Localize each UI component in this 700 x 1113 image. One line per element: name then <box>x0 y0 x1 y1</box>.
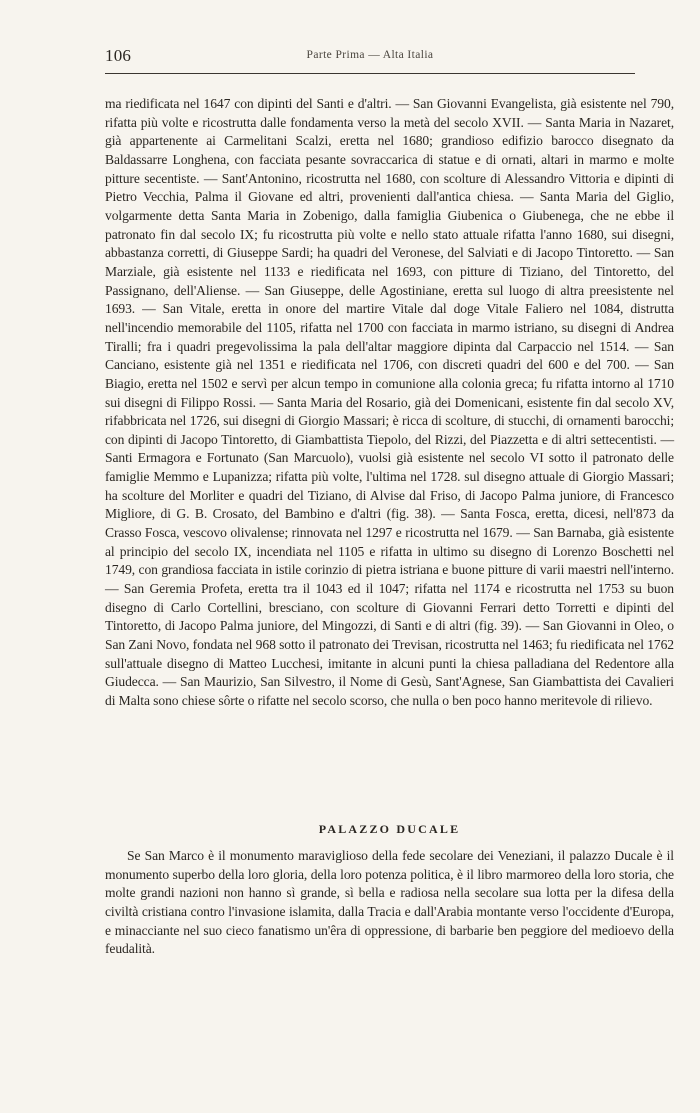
section-paragraph: Se San Marco è il monumento maraviglioso della fede secolare dei Veneziani, il palazzo Ducale è il monumento superbo della loro gloria, della loro potenza politica, è il libro marmoreo della loro storia, che molte grandi nazioni non hanno sì grande, sì bella e radiosa nella secolare sua lotta per la difesa della civiltà cristiana contro l'invasione islamita, dalla Tracia e dall'Arabia montante verso l'occidente d'Europa, e minacciante nel suo cieco fanatismo un'êra di oppressione, di barbarie ben peggiore del medioevo della feudalità. <box>105 848 674 957</box>
body-text <box>105 95 674 711</box>
section-heading: PALAZZO DUCALE <box>318 822 461 836</box>
page-header <box>105 46 635 76</box>
page-number: 106 <box>105 46 132 65</box>
running-title: Parte Prima — Alta Italia <box>306 49 434 61</box>
body-paragraph: ma riedificata nel 1647 con dipinti del Santi e d'altri. — San Giovanni Evangelista, già esistente nel 790, rifatta più volte e ricostrutta dalle fondamenta verso la metà del secolo XVII. — Santa Maria in Nazaret, già appartenente ai Carmelitani Scalzi, eretta nel 1680; grandioso edifizio barocco disegnato da Baldassarre Longhena, con facciata pesante sovraccarica di statue e di ornati, altari in marmo e molte pitture secentiste. — Sant'Antonino, ricostrutta nel 1680, con scolture di Alessandro Vittoria e dipinti di Pietro Vecchia, Palma il Giovane ed altri, provenienti dall'antica chiesa. — Santa Maria del Giglio, volgarmente detta Santa Maria in Zobenigo, dalla famiglia Giubenica o Giubenega, che ne ebbe il patronato fin dal secolo IX; fu ricostrutta più volte e nello stato attuale rifatta l'anno 1680, sui disegni, abbastanza corretti, di Giuseppe Sardi; ha quadri del Veronese, del Salviati e di Jacopo Tintoretto. — San Marziale, già esistente nel 1133 e riedificata nel 1693, con pitture di Tiziano, del Tintoretto, del Passignano, dell'Aliense. — San Giuseppe, delle Agostiniane, eretta sul luogo di altra preesistente nel 1693. — San Vitale, eretta in onore del martire Vitale dal doge Vitale Faliero nel 1084, distrutta nell'incendio memorabile del 1105, rifatta nel 1700 con facciata in marmo istriano, su disegni di Andrea Tiralli; fra i quadri pregevolissima la pala dell'altar maggiore dipinta dal Carpaccio nel 1514. — San Canciano, esistente già nel 1351 e riedificata nel 1706, con discreti quadri del 600 e del 700. — San Biagio, eretta nel 1502 e servì per alcun tempo in comunione alla colonia greca; fu rifatta intorno al 1710 sui disegni di Filippo Rossi. — Santa Maria del Rosario, già dei Domenicani, esistente fin dal secolo XV, rifabbricata nel 1726, sui disegni di Giorgio Massari; è ricca di scolture, di stucchi, di ornamenti barocchi; con dipinti di Jacopo Tintoretto, di Giambattista Tiepolo, del Rizzi, del Piazzetta e di altri settecentisti. — Santi Ermagora e Fortunato (San Marcuolo), vuolsi già esistente nel secolo VI sotto il patronato delle famiglie Memmo e Lupanizza; rifatta più volte, l'ultima nel 1728. sul disegno attuale di Giorgio Massari; ha scolture del Morliter e quadri del Tiziano, di Alvise dal Friso, di Jacopo Palma juniore, di Francesco Migliore, di G. B. Crosato, del Bambino e d'altri (fig. 38). — Santa Fosca, eretta, dicesi, nell'873 da Crasso Fosca, vescovo olivalense; rinnovata nel 1297 e ricostrutta nel 1679. — San Barnaba, già esistente al principio del secolo IX, incendiata nel 1105 e rifatta in ultimo su disegno di Lorenzo Boschetti nel 1749, con grandiosa facciata in istile corinzio di pietra istriana e buone pitture di varii maestri nell'interno. — San Geremia Profeta, eretta tra il 1043 ed il 1047; rifatta nel 1174 e ricostrutta nel 1753 su buon disegno di Carlo Cortellini, bresciano, con scolture di Giovanni Ferrari detto Torretti e dipinti del Tintoretto, di Jacopo Palma juniore, del Mingozzi, di Santi e di altri (fig. 39). — San Giovanni in Oleo, o San Zani Novo, fondata nel 968 sotto il patronato dei Trevisan, ricostrutta nel 1463; fu riedificata nel 1762 sull'attuale disegno di Matteo Lucchesi, imitante in alcuni punti la chiesa palladiana del Redentore alla Giudecca. — San Maurizio, San Silvestro, il Nome di Gesù, Sant'Agnese, San Giambattista dei Cavalieri di Malta sono chiese sôrte o rifatte nel secolo scorso, che nulla o ben poco hanno meritevole di rilievo. <box>105 96 674 708</box>
header-rule <box>105 73 635 74</box>
section-text <box>105 847 674 959</box>
